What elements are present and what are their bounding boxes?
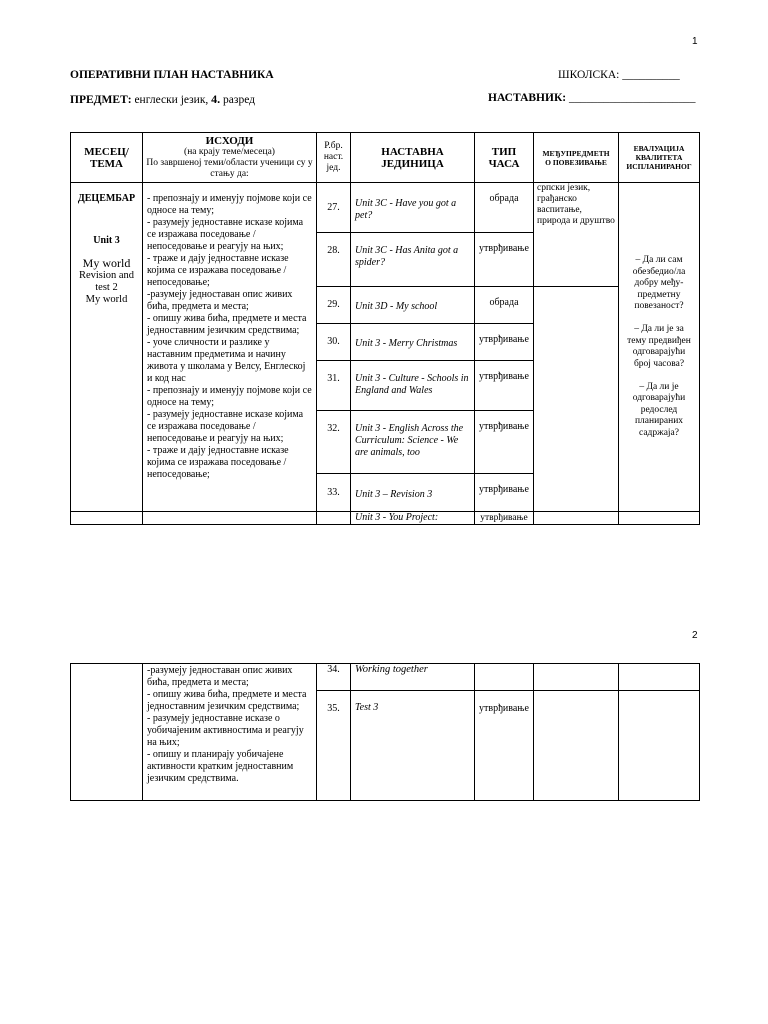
revision-label: Revision and test 2 bbox=[78, 270, 135, 293]
month-topic-cell-page-2 bbox=[71, 664, 143, 801]
lesson-type: утврђивање bbox=[475, 324, 534, 361]
teacher-label: НАСТАВНИК: bbox=[488, 92, 567, 104]
month-topic-cell bbox=[71, 183, 143, 512]
topic-name: My world bbox=[82, 256, 131, 270]
header-outcomes bbox=[143, 133, 317, 183]
lesson-unit: Unit 3 – Revision 3 bbox=[351, 474, 475, 512]
lesson-number: 34. bbox=[317, 664, 351, 691]
lesson-type: утврђивање bbox=[475, 411, 534, 474]
topic-name-repeat: My world bbox=[85, 294, 128, 305]
lesson-type bbox=[475, 664, 534, 691]
plan-table-page-1 bbox=[70, 132, 700, 525]
cross-subject-cell: српски језик, грађанско васпитање, природа и друштво bbox=[534, 183, 619, 287]
lesson-number: 35. bbox=[317, 691, 351, 801]
cross-subject-empty bbox=[534, 691, 619, 801]
cross-subject-empty bbox=[534, 512, 619, 525]
table-header-row bbox=[71, 133, 700, 183]
grade-number: 4. bbox=[211, 92, 221, 106]
evaluation-empty bbox=[619, 664, 700, 691]
header-cross-subject: МЕЂУПРЕДМЕТН О ПОВЕЗИВАЊЕ bbox=[534, 133, 619, 183]
header-evaluation: ЕВАЛУАЦИЈА КВАЛИТЕТА ИСПЛАНИРАНОГ bbox=[619, 133, 700, 183]
school-year-field: ШКОЛСКА: __________ bbox=[558, 69, 680, 81]
lesson-type: обрада bbox=[475, 183, 534, 233]
lesson-unit: Unit 3 - You Project: bbox=[351, 512, 475, 525]
unit-label: Unit 3 bbox=[93, 235, 120, 246]
lesson-number: 28. bbox=[317, 233, 351, 287]
lesson-unit: Unit 3 - Merry Christmas bbox=[351, 324, 475, 361]
outcomes-empty bbox=[143, 512, 317, 525]
lesson-type: утврђивање bbox=[475, 474, 534, 512]
lesson-type: утврђивање bbox=[475, 691, 534, 801]
header-outcomes-title: ИСХОДИ bbox=[205, 134, 254, 147]
header-lesson-unit: НАСТАВНА ЈЕДИНИЦА bbox=[351, 133, 475, 183]
page-number-2: 2 bbox=[692, 630, 698, 641]
header-outcomes-sub1: (на крају теме/месеца) bbox=[184, 146, 275, 157]
outcomes-cell: - препознају и именују појмове који се односе на тему; - разумеју једноставне исказе којима се изражава поседовање / непоседовање и реагују на њих; - траже и дају једноставне исказе којима се изражава поседовање / непоседовање; -разумеју једноставан опис живих бића, предмета и места; - опишу жива бића, предмете и места једноставним језичким средствима; - уоче сличности и разлике у наставним предметима и начину живота у школама у Велсу, Енглеској и код нас - препознају и именују појмове који се односе на тему; - разумеју једноставне исказе којима се изражава поседовање / непоседовање и реагују на њих; - траже и дају једноставне исказе којима се изражава поседовање / непоседовање; bbox=[143, 183, 317, 512]
table-row bbox=[71, 183, 700, 233]
month-topic-empty bbox=[71, 512, 143, 525]
document-title: ОПЕРАТИВНИ ПЛАН НАСТАВНИКА bbox=[70, 69, 274, 81]
header-outcomes-sub2: По завршеној теми/области ученици су у стању да: bbox=[146, 157, 313, 179]
page-number-1: 1 bbox=[692, 36, 698, 47]
outcomes-cell-page-2: -разумеју једноставан опис живих бића, предмета и места; - опишу жива бића, предмете и места једноставним језичким средствима; - разумеју једноставне исказе о уобичајеним активностима и реагују на њих; - опишу и планирају уобичајене активности кратким једноставним језичким средствима. bbox=[143, 664, 317, 801]
lesson-number: 32. bbox=[317, 411, 351, 474]
month-name: ДЕЦЕМБАР bbox=[77, 193, 136, 204]
lesson-number: 27. bbox=[317, 183, 351, 233]
lesson-unit: Unit 3 - English Across the Curriculum: Science - We are animals, too bbox=[351, 411, 475, 474]
cross-subject-empty bbox=[534, 664, 619, 691]
header-lesson-number: Р.бр. наст. јед. bbox=[317, 133, 351, 183]
lesson-number: 29. bbox=[317, 287, 351, 324]
subject-line bbox=[70, 92, 255, 107]
teacher-field: ______________________ bbox=[566, 92, 696, 104]
grade-word: разред bbox=[220, 94, 255, 106]
lesson-number bbox=[317, 512, 351, 525]
lesson-type: утврђивање bbox=[475, 233, 534, 287]
cross-subject-empty bbox=[534, 287, 619, 512]
header-lesson-type: ТИП ЧАСА bbox=[475, 133, 534, 183]
subject-label: ПРЕДМЕТ: bbox=[70, 94, 132, 106]
table-row bbox=[71, 664, 700, 691]
lesson-unit: Unit 3C - Has Anita got a spider? bbox=[351, 233, 475, 287]
lesson-number: 33. bbox=[317, 474, 351, 512]
evaluation-cell: – Да ли сам обезбедио/ла добру међу-предметну повезаност? – Да ли је за тему предвиђен одговарајући број часова? – Да ли је одговарајући редослед планираних садржаја? bbox=[619, 183, 700, 512]
lesson-unit: Test 3 bbox=[351, 691, 475, 801]
table-row bbox=[71, 512, 700, 525]
evaluation-empty bbox=[619, 691, 700, 801]
teacher-line bbox=[488, 92, 696, 104]
header-month-topic: МЕСЕЦ/ ТЕМА bbox=[71, 133, 143, 183]
evaluation-empty bbox=[619, 512, 700, 525]
lesson-unit: Unit 3D - My school bbox=[351, 287, 475, 324]
lesson-type: утврђивање bbox=[475, 361, 534, 411]
lesson-number: 30. bbox=[317, 324, 351, 361]
lesson-unit: Unit 3C - Have you got a pet? bbox=[351, 183, 475, 233]
lesson-type: обрада bbox=[475, 287, 534, 324]
lesson-unit: Working together bbox=[351, 664, 475, 691]
lesson-unit: Unit 3 - Culture - Schools in England and Wales bbox=[351, 361, 475, 411]
lesson-type: утврђивање bbox=[475, 512, 534, 525]
lesson-number: 31. bbox=[317, 361, 351, 411]
plan-table-page-2 bbox=[70, 663, 700, 801]
subject-value: енглески језик, bbox=[131, 94, 212, 106]
